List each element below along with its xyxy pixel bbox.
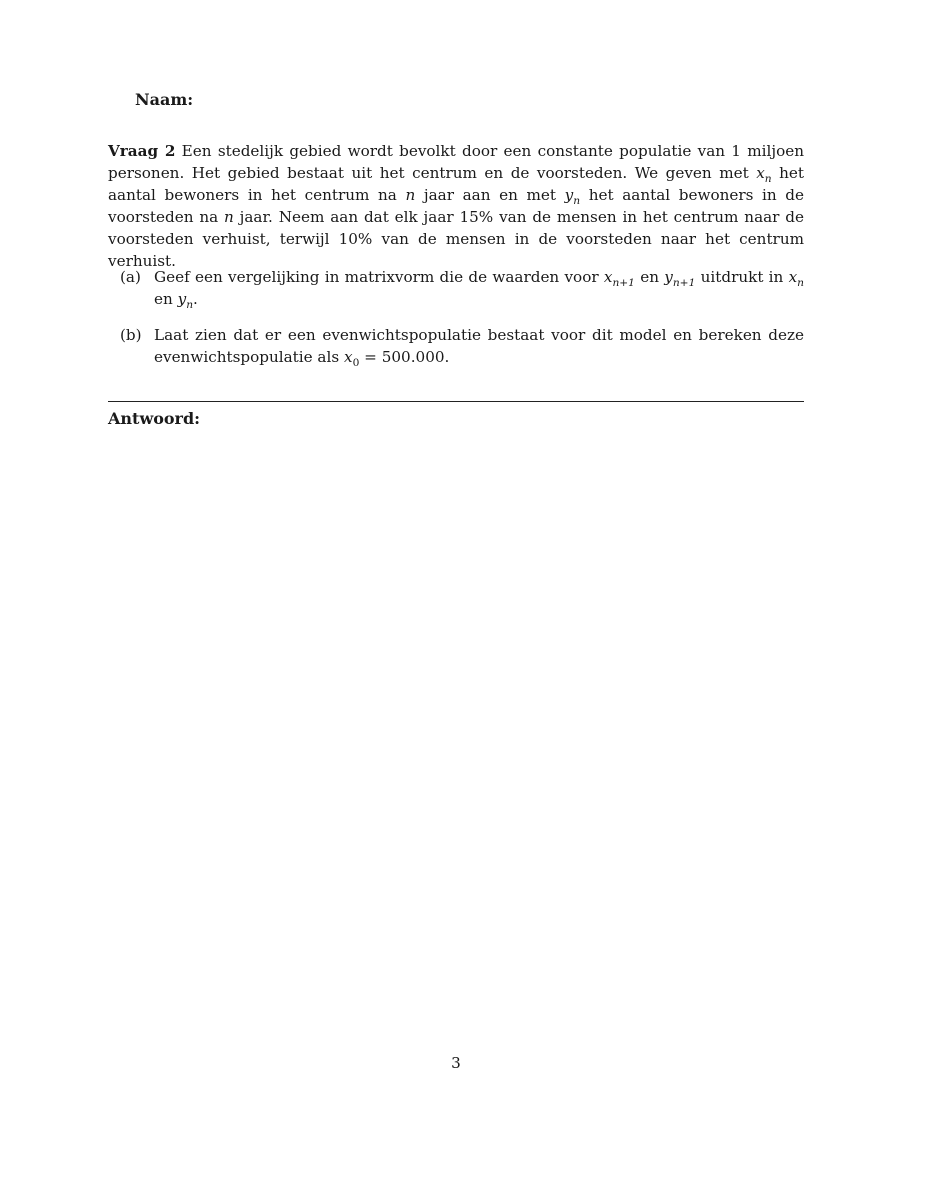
math-var: y bbox=[564, 186, 574, 204]
math-subscript: n bbox=[186, 298, 194, 312]
math-var: y bbox=[177, 290, 187, 308]
question-text: jaar. Neem aan dat elk jaar 15% van de mensen in het centrum naar de voorsteden verhuist, terwijl 10% van de mensen in de voorsteden naar het centrum verhuist. bbox=[108, 208, 804, 270]
question-paragraph bbox=[108, 140, 804, 272]
question-label: Vraag 2 bbox=[108, 142, 176, 160]
sub-question-b bbox=[108, 324, 804, 368]
math-var: x bbox=[788, 268, 798, 286]
sub-question-label: (b) bbox=[120, 326, 142, 344]
sub-question-text: uitdrukt in bbox=[695, 268, 789, 286]
sub-question-text: en bbox=[154, 290, 178, 308]
math-var: x bbox=[343, 348, 353, 366]
answer-label: Antwoord: bbox=[108, 409, 201, 428]
sub-question-list bbox=[108, 266, 804, 382]
math-subscript: n bbox=[797, 276, 805, 290]
math-var: x bbox=[756, 164, 765, 182]
question-text: jaar aan en met bbox=[415, 186, 565, 204]
math-subscript: 0 bbox=[352, 356, 360, 370]
question-text: het aantal bewoners in het centrum na bbox=[108, 164, 805, 204]
page-number: 3 bbox=[451, 1054, 461, 1072]
math-var: n bbox=[224, 208, 234, 226]
sub-question-label: (a) bbox=[120, 268, 141, 286]
math-subscript: n+1 bbox=[672, 276, 696, 290]
question-text: Een stedelijk gebied wordt bevolkt door een constante populatie van 1 miljoen personen. Het gebied bestaat uit het centrum en de voorsteden. We geven met bbox=[108, 142, 804, 182]
horizontal-rule bbox=[108, 401, 804, 402]
math-var: n bbox=[405, 186, 416, 204]
sub-question-text: en bbox=[634, 268, 665, 286]
name-label: Naam: bbox=[135, 90, 194, 109]
sub-question-text: . bbox=[193, 290, 198, 308]
math-subscript: n bbox=[764, 172, 772, 186]
math-subscript: n bbox=[573, 194, 581, 208]
sub-question-text: = 500.000. bbox=[359, 348, 450, 366]
sub-question-text: Geef een vergelijking in matrixvorm die de waarden voor bbox=[154, 268, 604, 286]
question-text: het aantal bewoners in de voorsteden na bbox=[108, 186, 805, 226]
math-subscript: n+1 bbox=[612, 276, 635, 290]
sub-question-text: Laat zien dat er een evenwichtspopulatie bestaat voor dit model en bereken deze evenwichtspopulatie als bbox=[154, 326, 804, 366]
sub-question-a bbox=[108, 266, 804, 310]
math-var: y bbox=[664, 268, 673, 286]
math-var: x bbox=[603, 268, 613, 286]
